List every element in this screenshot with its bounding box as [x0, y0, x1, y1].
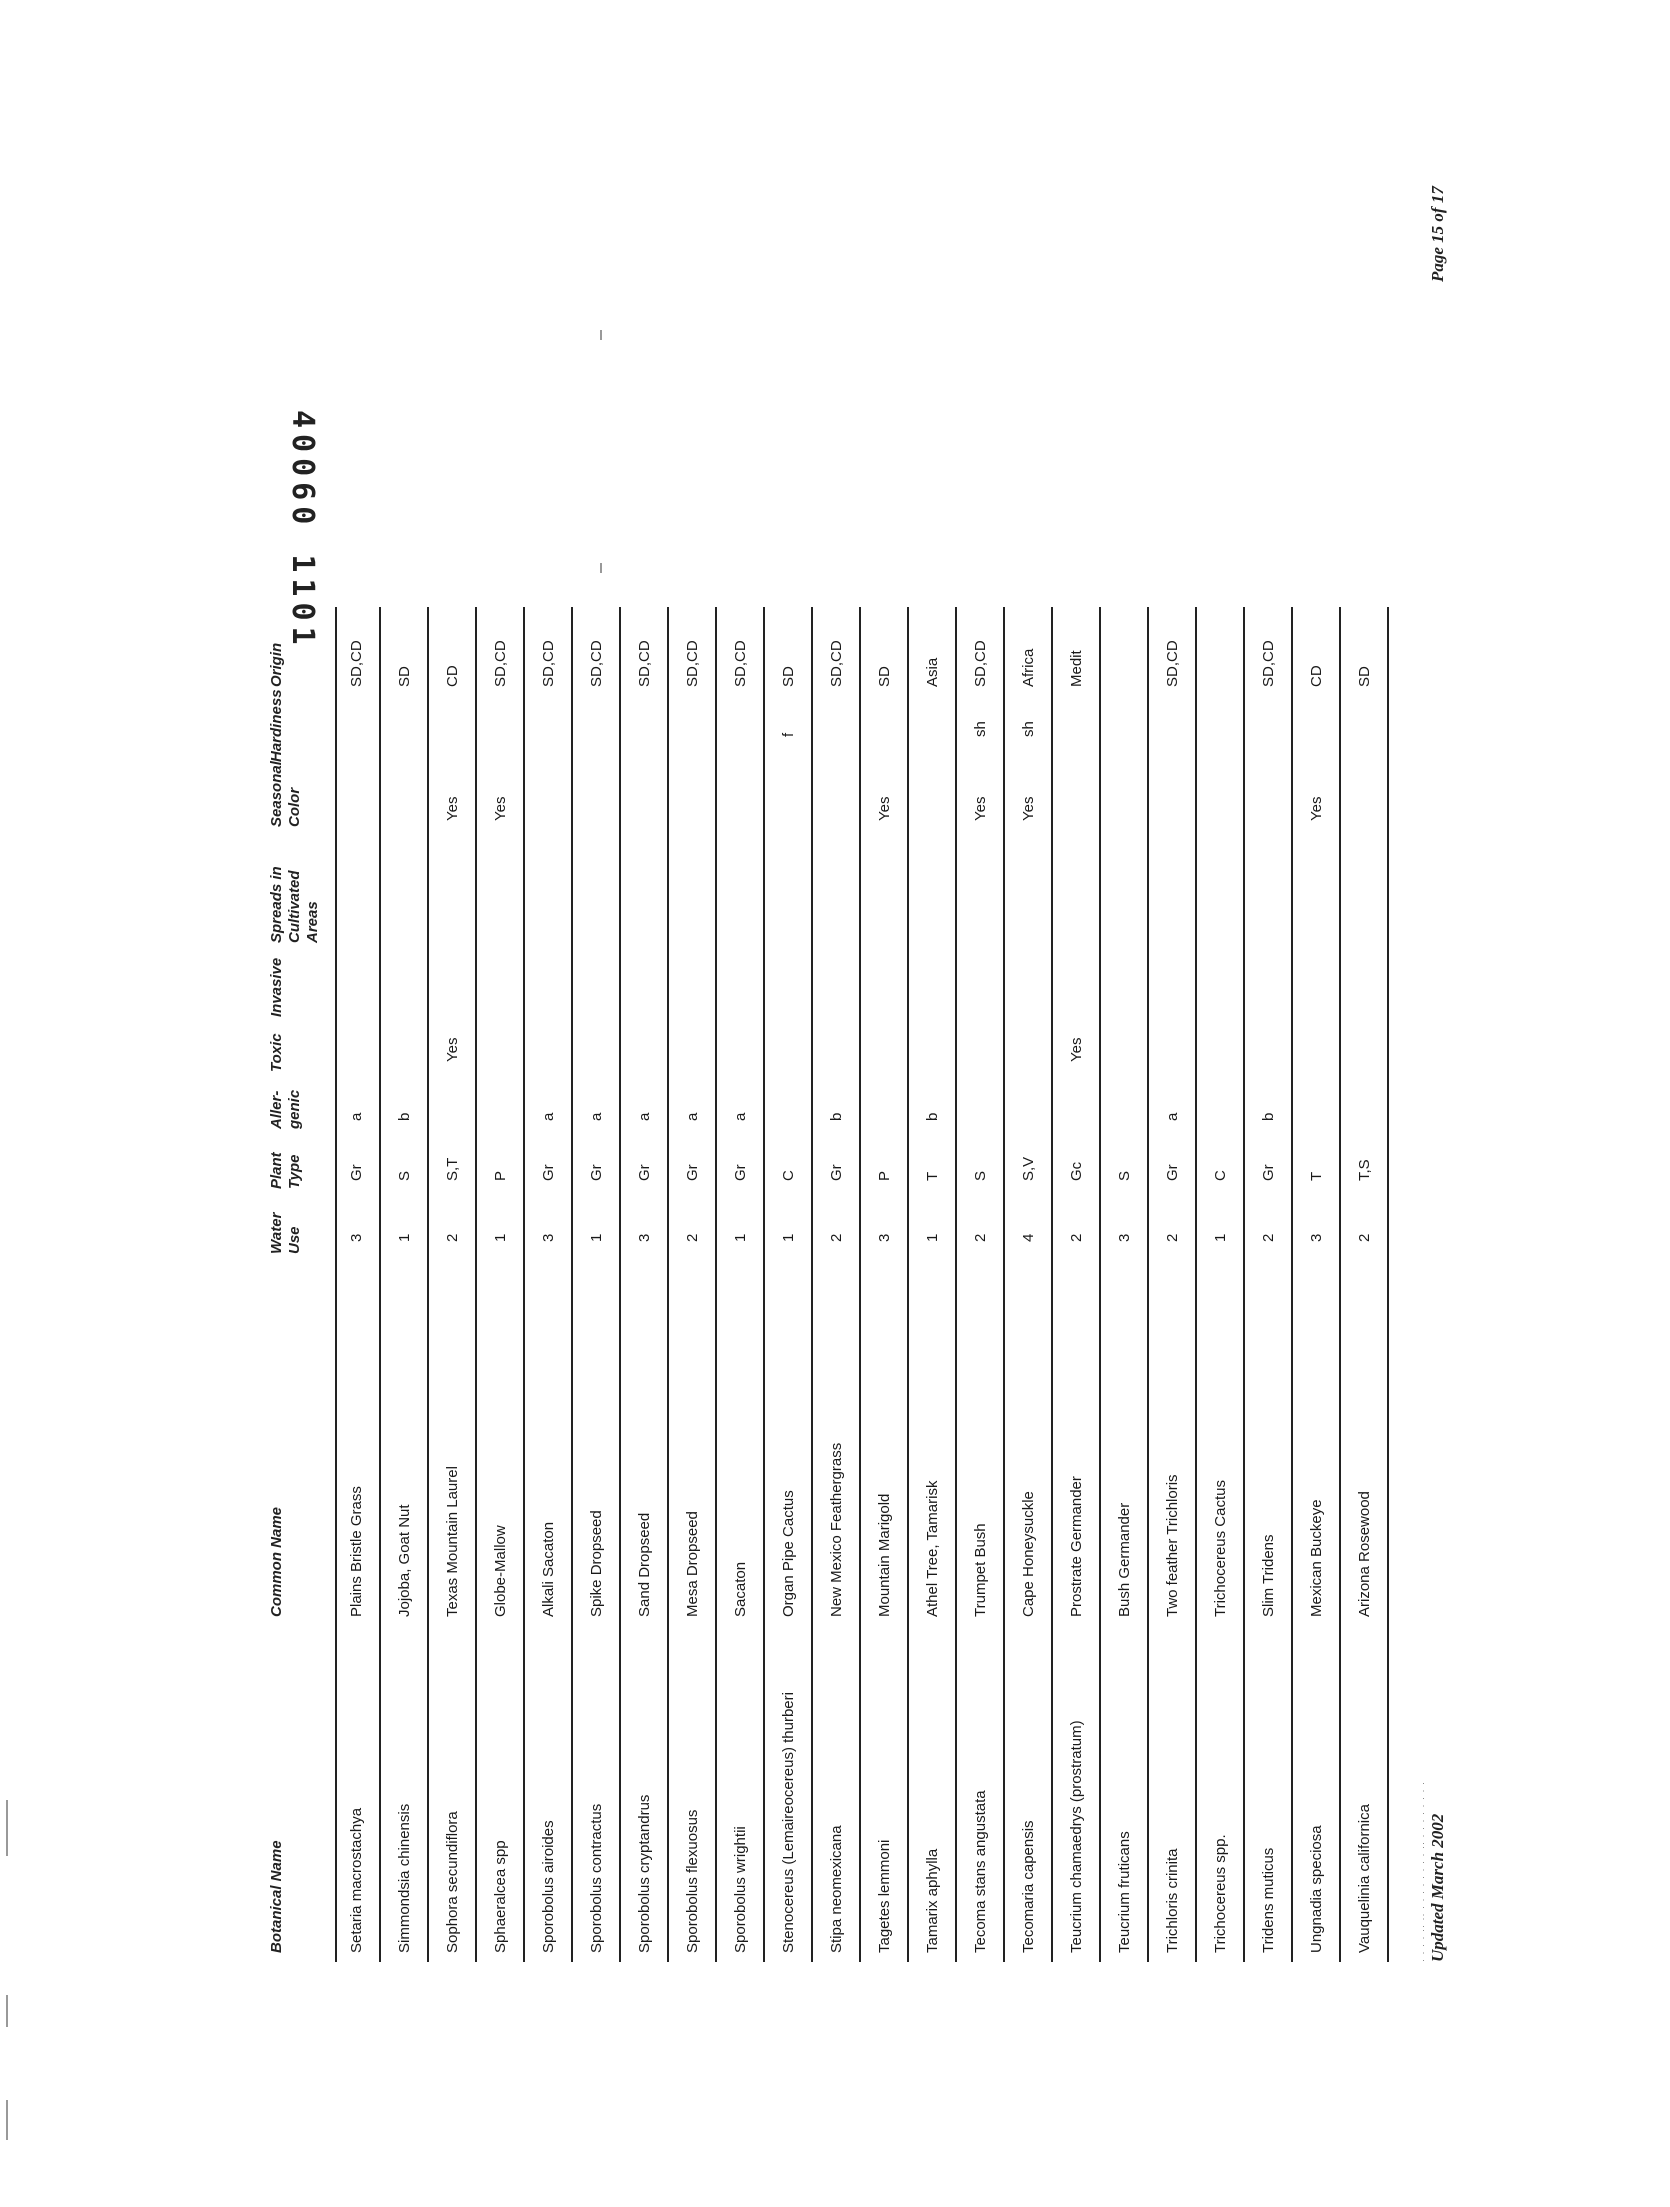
cell-plant: S: [396, 1170, 413, 1181]
cell-botanical: Trichocereus spp.: [1212, 1834, 1229, 1953]
cell-water: 3: [636, 1233, 653, 1242]
cell-botanical: Sporobolus flexuosus: [684, 1809, 701, 1953]
cell-water: 2: [828, 1233, 845, 1242]
cell-origin: SD,CD: [684, 640, 701, 687]
footer-updated: Updated March 2002: [1428, 1813, 1447, 1962]
row-rule: [667, 607, 669, 1962]
cell-seasonal: Yes: [972, 796, 989, 821]
cell-plant: Gr: [684, 1164, 701, 1181]
cell-origin: SD,CD: [636, 640, 653, 687]
row-rule: [1099, 607, 1101, 1962]
cell-common: Mountain Marigold: [876, 1493, 893, 1617]
cell-origin: SD,CD: [348, 640, 365, 687]
row-rule: [475, 607, 477, 1962]
cell-origin: SD: [780, 666, 797, 687]
cell-aller: b: [924, 1112, 941, 1121]
cell-common: Texas Mountain Laurel: [444, 1466, 461, 1617]
cell-botanical: Tecomaria capensis: [1020, 1820, 1037, 1953]
cell-water: 3: [540, 1233, 557, 1242]
header-common: Common Name: [268, 1506, 285, 1617]
cell-botanical: Tecoma stans angustata: [972, 1790, 989, 1953]
cell-origin: CD: [444, 665, 461, 687]
cell-seasonal: Yes: [876, 796, 893, 821]
cell-water: 3: [1116, 1233, 1133, 1242]
cell-botanical: Tridens muticus: [1260, 1847, 1277, 1953]
cell-water: 3: [348, 1233, 365, 1242]
cell-water: 1: [732, 1233, 749, 1242]
cell-plant: Gr: [636, 1164, 653, 1181]
cell-origin: SD,CD: [540, 640, 557, 687]
cell-water: 1: [588, 1233, 605, 1242]
cell-botanical: Sophora secundiflora: [444, 1811, 461, 1953]
cell-water: 1: [396, 1233, 413, 1242]
header-toxic: Toxic: [268, 1033, 285, 1072]
cell-aller: a: [588, 1112, 605, 1121]
document-stamp: 40060 1101: [285, 410, 320, 651]
cell-plant: Gc: [1068, 1161, 1085, 1181]
cell-botanical: Stipa neomexicana: [828, 1825, 845, 1953]
cell-water: 2: [1260, 1233, 1277, 1242]
cell-water: 2: [1356, 1233, 1373, 1242]
cell-common: Trumpet Bush: [972, 1523, 989, 1617]
cell-water: 2: [1068, 1233, 1085, 1242]
cell-aller: a: [636, 1112, 653, 1121]
cell-plant: S,V: [1020, 1156, 1037, 1181]
footer-page-number: Page 15 of 17: [1428, 186, 1447, 282]
cell-common: Cape Honeysuckle: [1020, 1491, 1037, 1617]
cell-water: 3: [876, 1233, 893, 1242]
cell-origin: SD,CD: [732, 640, 749, 687]
cell-water: 4: [1020, 1233, 1037, 1242]
cell-common: Organ Pipe Cactus: [780, 1490, 797, 1617]
cell-common: Prostrate Germander: [1068, 1476, 1085, 1617]
cell-water: 1: [924, 1233, 941, 1242]
row-rule: [1051, 607, 1053, 1962]
cell-aller: a: [732, 1112, 749, 1121]
cell-origin: SD: [396, 666, 413, 687]
cell-origin: SD,CD: [1260, 640, 1277, 687]
cell-seasonal: Yes: [492, 796, 509, 821]
row-rule: [907, 607, 909, 1962]
cell-plant: C: [1212, 1170, 1229, 1181]
cell-water: 2: [972, 1233, 989, 1242]
cell-plant: Gr: [1260, 1164, 1277, 1181]
cell-common: Spike Dropseed: [588, 1510, 605, 1617]
cell-common: Slim Tridens: [1260, 1534, 1277, 1617]
header-seasonal: Seasonal Color: [268, 761, 303, 827]
cell-common: Bush Germander: [1116, 1502, 1133, 1617]
scan-noise: · · · · ·· ·· · · · · · · · · ·· · · · · · · · ·: [1418, 1781, 1428, 1962]
cell-plant: P: [492, 1170, 509, 1181]
scan-edge-mark: [600, 330, 602, 340]
cell-origin: SD,CD: [972, 640, 989, 687]
cell-origin: SD: [876, 666, 893, 687]
cell-botanical: Teucrium fruticans: [1116, 1831, 1133, 1953]
cell-water: 3: [1308, 1233, 1325, 1242]
cell-water: 1: [780, 1233, 797, 1242]
cell-seasonal: Yes: [1020, 796, 1037, 821]
row-rule: [811, 607, 813, 1962]
row-rule: [763, 607, 765, 1962]
cell-plant: S: [972, 1170, 989, 1181]
row-rule: [859, 607, 861, 1962]
cell-plant: Gr: [732, 1164, 749, 1181]
cell-common: Sacaton: [732, 1561, 749, 1617]
cell-botanical: Tagetes lemmoni: [876, 1839, 893, 1953]
cell-origin: SD,CD: [588, 640, 605, 687]
cell-hardiness: sh: [1020, 721, 1037, 737]
cell-plant: Gr: [540, 1164, 557, 1181]
cell-common: Plains Bristle Grass: [348, 1486, 365, 1617]
row-rule: [715, 607, 717, 1962]
header-plant: Plant Type: [268, 1152, 303, 1189]
row-rule: [619, 607, 621, 1962]
cell-common: Arizona Rosewood: [1356, 1491, 1373, 1617]
cell-water: 2: [444, 1233, 461, 1242]
cell-plant: S,T: [444, 1157, 461, 1181]
cell-origin: SD: [1356, 666, 1373, 687]
row-rule: [955, 607, 957, 1962]
header-spreads: Spreads in Cultivated Areas: [268, 866, 321, 943]
cell-aller: a: [684, 1112, 701, 1121]
cell-common: Trichocereus Cactus: [1212, 1480, 1229, 1617]
cell-aller: a: [540, 1112, 557, 1121]
cell-plant: Gr: [588, 1164, 605, 1181]
cell-aller: a: [1164, 1112, 1181, 1121]
cell-botanical: Sporobolus wrightii: [732, 1826, 749, 1953]
cell-hardiness: sh: [972, 721, 989, 737]
header-aller: Aller- genic: [268, 1089, 303, 1129]
row-rule: [1387, 607, 1389, 1962]
cell-botanical: Simmondsia chinensis: [396, 1803, 413, 1953]
cell-origin: SD,CD: [492, 640, 509, 687]
cell-common: Mexican Buckeye: [1308, 1499, 1325, 1617]
cell-botanical: Sporobolus contractus: [588, 1803, 605, 1953]
cell-plant: Gr: [828, 1164, 845, 1181]
cell-botanical: Sporobolus airoides: [540, 1820, 557, 1953]
row-rule: [571, 607, 573, 1962]
cell-aller: b: [396, 1112, 413, 1121]
cell-plant: C: [780, 1170, 797, 1181]
row-rule: [523, 607, 525, 1962]
cell-botanical: Teucrium chamaedrys (prostratum): [1068, 1720, 1085, 1953]
cell-plant: T,S: [1356, 1159, 1373, 1181]
cell-aller: b: [1260, 1112, 1277, 1121]
cell-origin: SD,CD: [1164, 640, 1181, 687]
cell-origin: Medit: [1068, 650, 1085, 687]
scan-edge-mark: [6, 2100, 8, 2140]
scan-edge-mark: [6, 1800, 8, 1856]
cell-common: Globe-Mallow: [492, 1525, 509, 1617]
row-rule: [1291, 607, 1293, 1962]
header-rule: [335, 607, 337, 1962]
cell-plant: P: [876, 1170, 893, 1181]
row-rule: [1195, 607, 1197, 1962]
cell-common: Mesa Dropseed: [684, 1511, 701, 1617]
cell-water: 1: [1212, 1233, 1229, 1242]
row-rule: [379, 607, 381, 1962]
cell-botanical: Setaria macrostachya: [348, 1807, 365, 1953]
header-invasive: Invasive: [268, 957, 285, 1017]
cell-toxic: Yes: [444, 1037, 461, 1062]
cell-water: 2: [684, 1233, 701, 1242]
row-rule: [1147, 607, 1149, 1962]
cell-common: Athel Tree, Tamarisk: [924, 1480, 941, 1617]
cell-common: Jojoba, Goat Nut: [396, 1504, 413, 1617]
cell-aller: b: [828, 1112, 845, 1121]
cell-toxic: Yes: [1068, 1037, 1085, 1062]
scan-edge-mark: [6, 1995, 8, 2027]
cell-botanical: Trichloris crinita: [1164, 1848, 1181, 1953]
cell-plant: Gr: [1164, 1164, 1181, 1181]
row-rule: [1243, 607, 1245, 1962]
cell-botanical: Vauquelinia californica: [1356, 1804, 1373, 1953]
cell-plant: S: [1116, 1170, 1133, 1181]
scan-edge-mark: [600, 563, 602, 573]
cell-common: Sand Dropseed: [636, 1512, 653, 1617]
header-water: Water Use: [268, 1212, 303, 1254]
cell-common: New Mexico Feathergrass: [828, 1442, 845, 1617]
cell-water: 1: [492, 1233, 509, 1242]
cell-plant: Gr: [348, 1164, 365, 1181]
header-botanical: Botanical Name: [268, 1840, 285, 1953]
cell-water: 2: [1164, 1233, 1181, 1242]
cell-botanical: Sporobolus cryptandrus: [636, 1794, 653, 1953]
header-hardiness: Hardiness: [268, 689, 285, 762]
header-origin: Origin: [268, 642, 285, 687]
row-rule: [1339, 607, 1341, 1962]
row-rule: [427, 607, 429, 1962]
cell-aller: a: [348, 1112, 365, 1121]
cell-plant: T: [924, 1171, 941, 1181]
cell-origin: SD,CD: [828, 640, 845, 687]
cell-botanical: Tamarix aphylla: [924, 1848, 941, 1953]
cell-origin: Asia: [924, 657, 941, 687]
cell-hardiness: f: [780, 732, 797, 737]
cell-seasonal: Yes: [444, 796, 461, 821]
cell-common: Two feather Trichloris: [1164, 1474, 1181, 1617]
cell-botanical: Ungnadia speciosa: [1308, 1825, 1325, 1953]
row-rule: [1003, 607, 1005, 1962]
cell-common: Alkali Sacaton: [540, 1521, 557, 1617]
cell-origin: CD: [1308, 665, 1325, 687]
cell-origin: Africa: [1020, 648, 1037, 687]
cell-botanical: Sphaeralcea spp: [492, 1840, 509, 1953]
cell-plant: T: [1308, 1171, 1325, 1181]
cell-seasonal: Yes: [1308, 796, 1325, 821]
cell-botanical: Stenocereus (Lemaireocereus) thurberi: [780, 1692, 797, 1953]
